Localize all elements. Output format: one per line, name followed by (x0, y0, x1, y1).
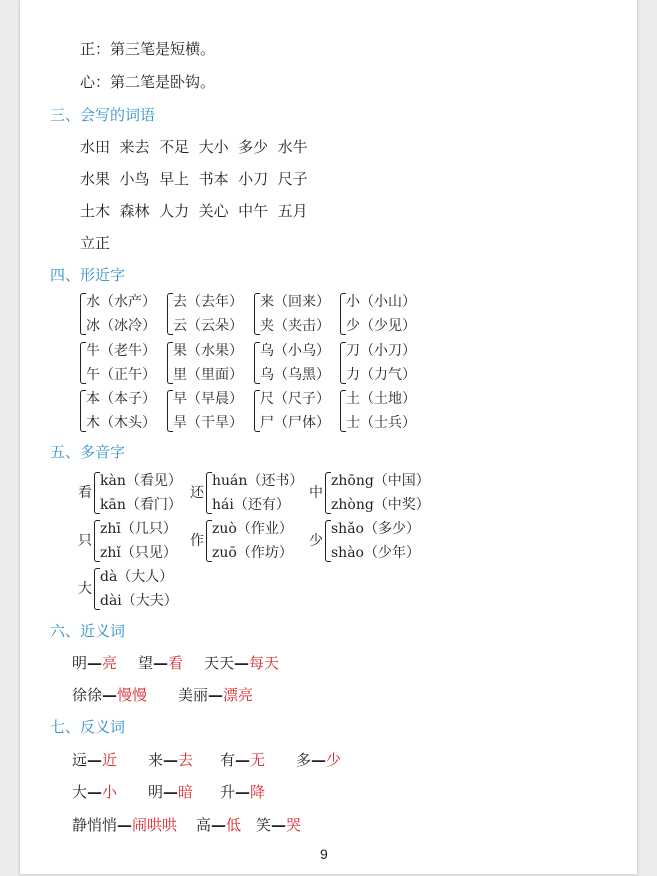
answer-word: 哭 (286, 816, 302, 834)
word: 大 (72, 783, 88, 801)
antonym-pair (72, 814, 177, 835)
polyphone-char: 还 (190, 485, 204, 501)
answer-word: 亮 (102, 654, 118, 672)
word: 笑 (256, 816, 272, 834)
pinyin-reading: huán（还书） (212, 473, 304, 489)
word: 静悄悄 (72, 816, 118, 834)
section-heading-antonyms: 七、反义词 (50, 718, 126, 736)
pinyin-reading: kān（看门） (100, 497, 182, 513)
similar-char-item: 里（里面） (173, 367, 243, 383)
dash-separator: — (311, 751, 327, 769)
stroke-note: 正：第三笔是短横。 (80, 40, 216, 58)
similar-char-item: 乌（小乌） (260, 343, 330, 359)
similar-char-item: 尺（尺子） (260, 391, 330, 407)
word: 徐徐 (72, 686, 103, 704)
word: 来 (148, 751, 164, 769)
answer-word: 降 (250, 783, 266, 801)
page-number: 9 (320, 846, 328, 862)
section-heading-similar-chars: 四、形近字 (50, 266, 126, 284)
section-heading-polyphones: 五、多音字 (50, 443, 126, 461)
polyphone-char: 只 (78, 533, 92, 549)
synonym-pair (72, 684, 147, 705)
antonym-pair (256, 814, 301, 835)
dash-separator: — (87, 751, 103, 769)
answer-word: 暗 (178, 783, 194, 801)
dash-separator: — (235, 783, 251, 801)
word: 天天 (204, 654, 235, 672)
similar-char-item: 水（水产） (86, 294, 156, 310)
similar-char-item: 去（去年） (173, 294, 243, 310)
similar-char-item: 乌（乌黑） (260, 367, 330, 383)
similar-char-item: 木（木头） (86, 415, 156, 431)
section-heading-writing-words: 三、会写的词语 (50, 106, 156, 124)
polyphone-char: 大 (78, 581, 92, 597)
antonym-pair (196, 814, 241, 835)
polyphone-char: 少 (309, 533, 323, 549)
section-heading-synonyms: 六、近义词 (50, 622, 126, 640)
word-row: 水果 小鸟 早上 书本 小刀 尺子 (80, 170, 308, 188)
antonym-pair (72, 749, 117, 770)
dash-separator: — (87, 783, 103, 801)
dash-separator: — (117, 816, 133, 834)
dash-separator: — (163, 783, 179, 801)
antonym-pair (72, 781, 117, 802)
word: 美丽 (178, 686, 209, 704)
polyphone-char: 作 (190, 533, 204, 549)
antonym-pair (220, 781, 265, 802)
antonym-pair (296, 749, 341, 770)
pinyin-reading: hái（还有） (212, 497, 290, 513)
antonym-pair (148, 781, 193, 802)
synonym-pair (72, 652, 117, 673)
pinyin-reading: dài（大夫） (100, 593, 178, 609)
similar-char-item: 本（本子） (86, 391, 156, 407)
synonym-pair (178, 684, 253, 705)
word-row: 立正 (80, 234, 111, 252)
word: 高 (196, 816, 212, 834)
similar-char-item: 早（早晨） (173, 391, 243, 407)
polyphone-char: 中 (309, 485, 323, 501)
word: 望 (138, 654, 154, 672)
pinyin-reading: kàn（看见） (100, 473, 182, 489)
similar-char-item: 小（小山） (346, 294, 416, 310)
stroke-note: 心：第二笔是卧钩。 (80, 73, 216, 91)
pinyin-reading: zuò（作业） (212, 521, 293, 537)
document-page (20, 0, 637, 874)
pinyin-reading: zhī（几只） (100, 521, 177, 537)
pinyin-reading: shào（少年） (331, 545, 420, 561)
similar-char-item: 果（水果） (173, 343, 243, 359)
similar-char-item: 牛（老牛） (86, 343, 156, 359)
pinyin-reading: zhōng（中国） (331, 473, 430, 489)
word: 远 (72, 751, 88, 769)
polyphone-char: 看 (78, 485, 92, 501)
dash-separator: — (87, 654, 103, 672)
similar-char-item: 少（少见） (346, 318, 416, 334)
pinyin-reading: zuō（作坊） (212, 545, 293, 561)
similar-char-item: 旱（干旱） (173, 415, 243, 431)
word-row: 水田 来去 不足 大小 多少 水牛 (80, 138, 308, 156)
word: 明 (148, 783, 164, 801)
dash-separator: — (208, 686, 224, 704)
similar-char-item: 冰（冰冷） (86, 318, 156, 334)
answer-word: 小 (102, 783, 118, 801)
similar-char-item: 尸（尸体） (260, 415, 330, 431)
antonym-pair (220, 749, 265, 770)
word: 有 (220, 751, 236, 769)
dash-separator: — (211, 816, 227, 834)
antonym-pair (148, 749, 193, 770)
similar-char-item: 力（力气） (346, 367, 416, 383)
answer-word: 去 (178, 751, 194, 769)
synonym-pair (204, 652, 279, 673)
answer-word: 闹哄哄 (132, 816, 178, 834)
similar-char-item: 夹（夹击） (260, 318, 330, 334)
word: 升 (220, 783, 236, 801)
dash-separator: — (235, 751, 251, 769)
answer-word: 无 (250, 751, 266, 769)
answer-word: 漂亮 (223, 686, 254, 704)
word: 明 (72, 654, 88, 672)
pinyin-reading: zhǐ（只见） (100, 545, 177, 561)
pinyin-reading: zhòng（中奖） (331, 497, 430, 513)
dash-separator: — (271, 816, 287, 834)
answer-word: 少 (326, 751, 342, 769)
dash-separator: — (102, 686, 118, 704)
similar-char-item: 刀（小刀） (346, 343, 416, 359)
answer-word: 看 (168, 654, 184, 672)
answer-word: 低 (226, 816, 242, 834)
dash-separator: — (234, 654, 250, 672)
similar-char-item: 午（正午） (86, 367, 156, 383)
word: 多 (296, 751, 312, 769)
similar-char-item: 士（士兵） (346, 415, 416, 431)
dash-separator: — (153, 654, 169, 672)
word-row: 土木 森林 人力 关心 中午 五月 (80, 202, 308, 220)
pinyin-reading: shǎo（多少） (331, 521, 420, 537)
dash-separator: — (163, 751, 179, 769)
similar-char-item: 土（土地） (346, 391, 416, 407)
answer-word: 每天 (249, 654, 280, 672)
answer-word: 近 (102, 751, 118, 769)
similar-char-item: 来（回来） (260, 294, 330, 310)
synonym-pair (138, 652, 183, 673)
pinyin-reading: dà（大人） (100, 569, 174, 585)
answer-word: 慢慢 (117, 686, 148, 704)
similar-char-item: 云（云朵） (173, 318, 243, 334)
